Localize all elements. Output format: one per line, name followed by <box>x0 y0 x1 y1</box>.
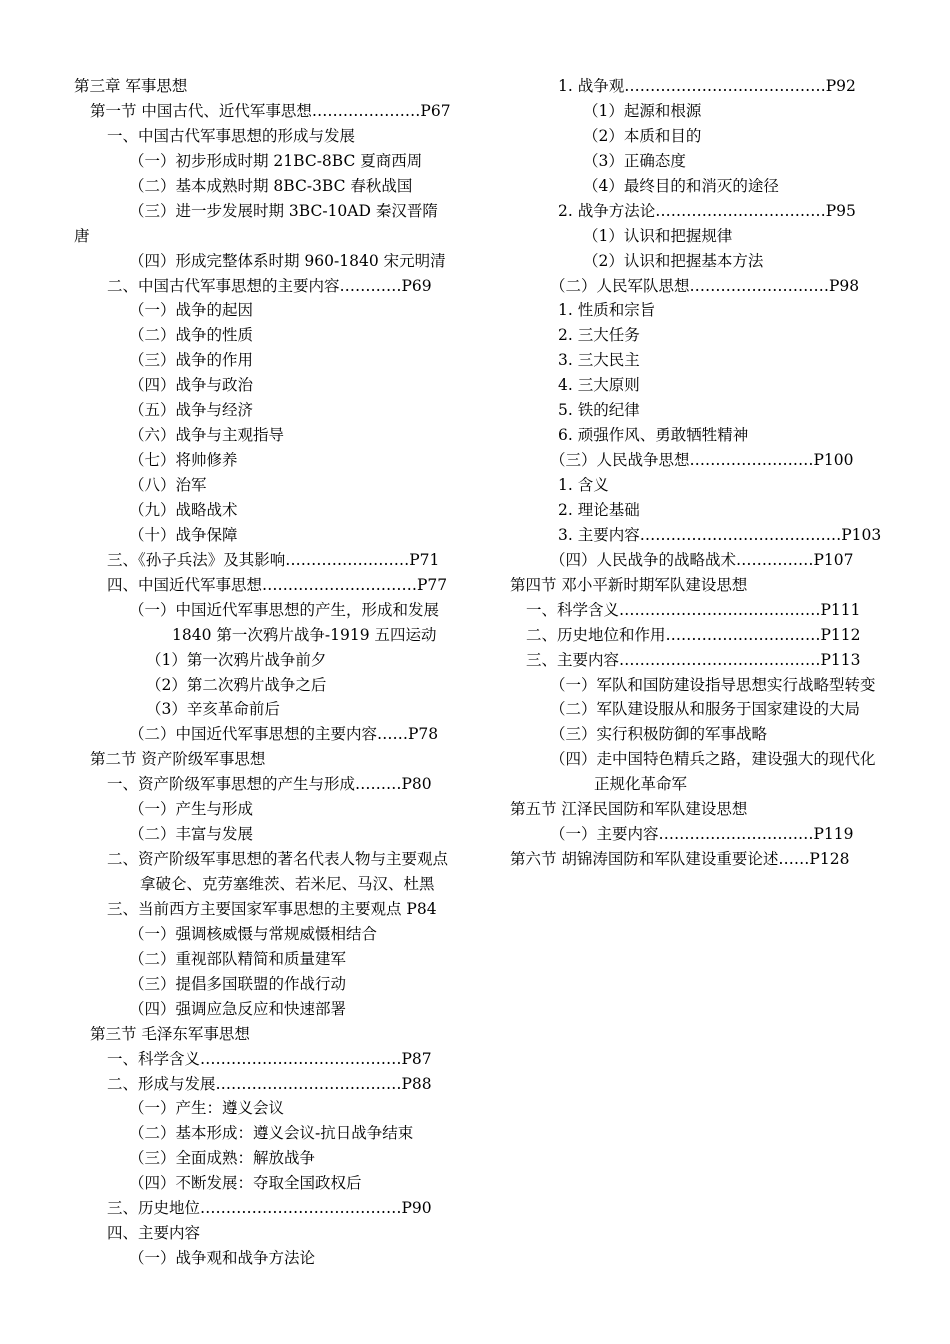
toc-entry: （一）产生与形成 <box>129 800 254 819</box>
toc-entry: 三、主要内容…………………………………P113 <box>526 650 861 669</box>
toc-entry: （三）全面成熟：解放战争 <box>129 1149 316 1168</box>
toc-entry: （3）正确态度 <box>583 151 686 170</box>
toc-entry: （二）战争的性质 <box>129 326 254 345</box>
toc-entry: （1）第一次鸦片战争前夕 <box>146 650 327 669</box>
toc-entry: （三）实行积极防御的军事战略 <box>550 725 768 744</box>
toc-entry: （三）战争的作用 <box>129 351 254 370</box>
toc-entry: 二、资产阶级军事思想的著名代表人物与主要观点 <box>107 850 449 869</box>
toc-entry: （四）强调应急反应和快速部署 <box>129 999 347 1018</box>
toc-entry: 四、中国近代军事思想…………………………P77 <box>107 575 448 594</box>
toc-entry: （二）军队建设服从和服务于国家建设的大局 <box>550 700 861 719</box>
toc-entry: 四、主要内容 <box>107 1224 201 1243</box>
toc-entry: （四）走中国特色精兵之路，建设强大的现代化 <box>550 750 876 769</box>
toc-entry: 3. 三大民主 <box>558 351 640 370</box>
toc-entry: 二、中国古代军事思想的主要内容…………P69 <box>107 276 432 295</box>
toc-entry: （四）形成完整体系时期 960-1840 宋元明清 <box>129 251 446 270</box>
toc-entry: （二）人民军队思想………………………P98 <box>550 276 860 295</box>
toc-entry: （一）产生：遵义会议 <box>129 1099 285 1118</box>
toc-entry: 一、资产阶级军事思想的产生与形成………P80 <box>107 775 432 794</box>
toc-entry: （2）认识和把握基本方法 <box>583 251 764 270</box>
toc-entry: （三）提倡多国联盟的作战行动 <box>129 974 347 993</box>
toc-entry: （4）最终目的和消灭的途径 <box>583 176 779 195</box>
toc-entry: （七）将帅修养 <box>129 451 238 470</box>
toc-entry: 2. 理论基础 <box>558 500 640 519</box>
toc-entry: 三、当前西方主要国家军事思想的主要观点 P84 <box>107 899 437 918</box>
toc-entry: 第三节 毛泽东军事思想 <box>90 1024 250 1043</box>
toc-entry: （四）不断发展：夺取全国政权后 <box>129 1174 362 1193</box>
toc-entry: 1. 战争观…………………………………P92 <box>558 77 856 95</box>
toc-entry: （二）丰富与发展 <box>129 825 254 844</box>
toc-entry: 1. 含义 <box>558 476 609 494</box>
toc-entry: 一、科学含义…………………………………P111 <box>526 600 861 619</box>
toc-entry: （1）认识和把握规律 <box>583 226 733 245</box>
toc-entry: （一）军队和国防建设指导思想实行战略型转变 <box>550 675 876 694</box>
toc-entry: 第六节 胡锦涛国防和军队建设重要论述……P128 <box>510 850 850 869</box>
toc-entry: 5. 铁的纪律 <box>558 401 640 420</box>
toc-entry: （一）主要内容…………………………P119 <box>550 825 854 844</box>
toc-entry: 2. 三大任务 <box>558 326 640 345</box>
toc-entry: 二、历史地位和作用…………………………P112 <box>526 625 861 644</box>
toc-entry: （九）战略战术 <box>129 500 238 519</box>
toc-entry: （一）战争观和战争方法论 <box>129 1249 316 1268</box>
toc-entry: 拿破仑、克劳塞维茨、若米尼、马汉、杜黑 <box>140 875 435 893</box>
toc-entry: 一、科学含义…………………………………P87 <box>107 1049 432 1068</box>
toc-entry: 第一节 中国古代、近代军事思想…………………P67 <box>90 101 451 120</box>
toc-entry: 一、中国古代军事思想的形成与发展 <box>107 126 356 145</box>
toc-entry: （二）中国近代军事思想的主要内容……P78 <box>129 725 439 744</box>
toc-entry: 3. 主要内容…………………………………P103 <box>558 525 882 544</box>
toc-entry: 第四节 邓小平新时期军队建设思想 <box>510 575 748 594</box>
table-of-contents-right-column <box>510 74 910 872</box>
toc-entry: （1）起源和根源 <box>583 101 702 120</box>
toc-entry: （2）本质和目的 <box>583 126 702 145</box>
toc-entry: 1840 第一次鸦片战争-1919 五四运动 <box>172 625 437 644</box>
toc-entry: （3）辛亥革命前后 <box>146 700 280 719</box>
toc-entry: 第三章 军事思想 <box>74 77 188 95</box>
toc-entry: （二）基本成熟时期 8BC-3BC 春秋战国 <box>129 176 413 195</box>
toc-entry: （十）战争保障 <box>129 525 238 544</box>
toc-entry: （一）中国近代军事思想的产生，形成和发展 <box>129 600 440 619</box>
toc-entry: （二）基本形成：遵义会议-抗日战争结束 <box>129 1124 414 1143</box>
toc-entry: （四）战争与政治 <box>129 376 254 395</box>
toc-entry: （三）人民战争思想……………………P100 <box>550 451 854 470</box>
toc-entry: 二、形成与发展………………………………P88 <box>107 1074 432 1093</box>
toc-entry: 正规化革命军 <box>594 775 688 794</box>
toc-entry: 三、历史地位…………………………………P90 <box>107 1199 432 1218</box>
table-of-contents-left-column <box>74 74 494 1271</box>
toc-entry: （三）进一步发展时期 3BC-10AD 秦汉晋隋 <box>129 201 438 220</box>
toc-entry: （一）强调核威慑与常规威慑相结合 <box>129 924 378 943</box>
toc-entry: 6. 顽强作风、勇敢牺牲精神 <box>558 426 749 445</box>
toc-entry: 三、《孙子兵法》及其影响……………………P71 <box>107 550 440 569</box>
toc-entry: 1. 性质和宗旨 <box>558 301 656 320</box>
toc-entry: 第二节 资产阶级军事思想 <box>90 750 266 769</box>
toc-entry: 4. 三大原则 <box>558 376 640 395</box>
toc-entry: 第五节 江泽民国防和军队建设思想 <box>510 800 748 819</box>
toc-entry: （四）人民战争的战略战术……………P107 <box>550 550 854 569</box>
toc-entry: 2. 战争方法论……………………………P95 <box>558 201 856 220</box>
toc-entry: （六）战争与主观指导 <box>129 426 285 445</box>
toc-entry: （一）初步形成时期 21BC-8BC 夏商西周 <box>129 151 423 170</box>
toc-entry: 唐 <box>74 226 90 245</box>
toc-entry: （一）战争的起因 <box>129 301 254 320</box>
toc-entry: （二）重视部队精简和质量建军 <box>129 949 347 968</box>
toc-entry: （2）第二次鸦片战争之后 <box>146 675 327 694</box>
toc-entry: （五）战争与经济 <box>129 401 254 420</box>
toc-entry: （八）治军 <box>129 476 207 494</box>
